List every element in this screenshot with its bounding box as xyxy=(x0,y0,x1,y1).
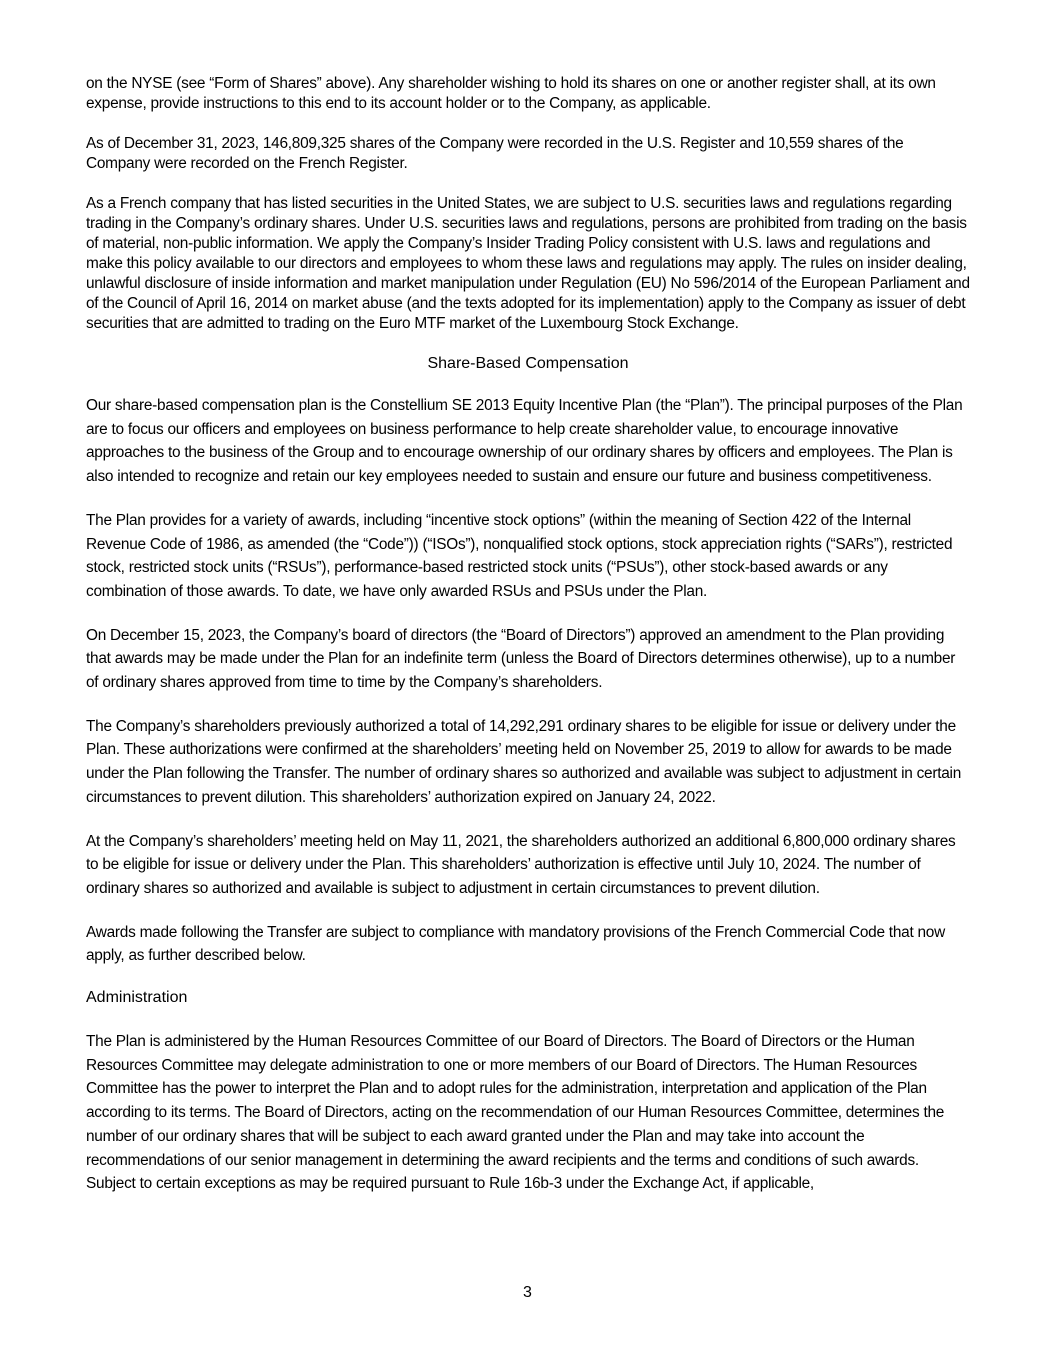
paragraph-french-code: Awards made following the Transfer are subject to compliance with mandatory provisions of the French Commercial Code that now apply, as further described below. xyxy=(86,923,945,965)
paragraph-plan-amendment: On December 15, 2023, the Company’s board of directors (the “Board of Directors”) approved an amendment to the Plan providing that awards may be made under the Plan for an indefinite term (unless the Board of Directors determines otherwise), up to a number of ordinary shares approved from time to time by the Company’s shareholders. xyxy=(86,626,956,692)
paragraph-administration: The Plan is administered by the Human Resources Committee of our Board of Directors. The Board of Directors or the Human Resources Committee may delegate administration to one or more members of our Board of Directors. The Human Resources Committee has the power to interpret the Plan and to adopt rules for the administration, interpretation and application of the Plan according to its terms. The Board of Directors, acting on the recommendation of our Human Resources Committee, determines the number of our ordinary shares that will be subject to each award granted under the Plan and may take into account the recommendations of our senior management in determining the award recipients and the terms and conditions of such awards. Subject to certain exceptions as may be required pursuant to Rule 16b-3 under the Exchange Act, if applicable, xyxy=(86,1033,945,1193)
paragraph-insider-trading: As a French company that has listed securities in the United States, we are subject to U.S. securities laws and regulations regarding trading in the Company’s ordinary shares. Under U.S. securities laws and regulations, persons are prohibited from trading on the basis of material, non-public information. We apply the Company’s Insider Trading Policy consistent with U.S. laws and regulations and make this policy available to our directors and employees to whom these laws and regulations may apply. The rules on insider dealing, unlawful disclosure of inside information and market manipulation under Regulation (EU) No 596/2014 of the European Parliament and of the Council of April 16, 2014 on market abuse (and the texts adopted for its implementation) apply to the Company as issuer of debt securities that are admitted to trading on the Euro MTF market of the Luxembourg Stock Exchange. xyxy=(86,195,970,332)
paragraph-share-count: As of December 31, 2023, 146,809,325 shares of the Company were recorded in the U.S. Register and 10,559 shares of the Company were recorded on the French Register. xyxy=(86,135,904,172)
page-number: 3 xyxy=(523,1284,532,1301)
document-page xyxy=(86,74,970,1216)
paragraph-register-instructions: on the NYSE (see “Form of Shares” above). Any shareholder wishing to hold its shares on one or another register shall, at its own expense, provide instructions to this end to its account holder or to the Company, as applicable. xyxy=(86,75,936,112)
subheading-administration: Administration xyxy=(86,989,188,1007)
paragraph-plan-purpose: Our share-based compensation plan is the Constellium SE 2013 Equity Incentive Plan (the “Plan”). The principal purposes of the Plan are to focus our officers and employees on business performance to help create shareholder value, to encourage innovative approaches to the business of the Group and to encourage ownership of our ordinary shares by officers and employees. The Plan is also intended to recognize and retain our key employees needed to sustain and ensure our future and business competitiveness. xyxy=(86,397,963,486)
paragraph-authorization-prior: The Company’s shareholders previously authorized a total of 14,292,291 ordinary shares to be eligible for issue or delivery under the Plan. These authorizations were confirmed at the shareholders’ meeting held on November 25, 2019 to allow for awards to be made under the Plan following the Transfer. The number of ordinary shares so authorized and available was subject to adjustment in certain circumstances to prevent dilution. This shareholders’ authorization expired on January 24, 2022. xyxy=(86,717,962,806)
section-heading: Share-Based Compensation xyxy=(427,355,629,372)
paragraph-authorization-additional: At the Company’s shareholders’ meeting held on May 11, 2021, the shareholders authorized an additional 6,800,000 ordinary shares to be eligible for issue or delivery under the Plan. This shareholders’ authorization is effective until July 10, 2024. The number of ordinary shares so authorized and available is subject to adjustment in certain circumstances to prevent dilution. xyxy=(86,832,956,897)
paragraph-plan-awards: The Plan provides for a variety of awards, including “incentive stock options” (within the meaning of Section 422 of the Internal Revenue Code of 1986, as amended (the “Code”)) (“ISOs”), nonqualified stock options, stock appreciation rights (“SARs”), restricted stock, restricted stock units (“RSUs”), performance-based restricted stock units (“PSUs”), other stock-based awards or any combination of those awards. To date, we have only awarded RSUs and PSUs under the Plan. xyxy=(86,511,953,600)
